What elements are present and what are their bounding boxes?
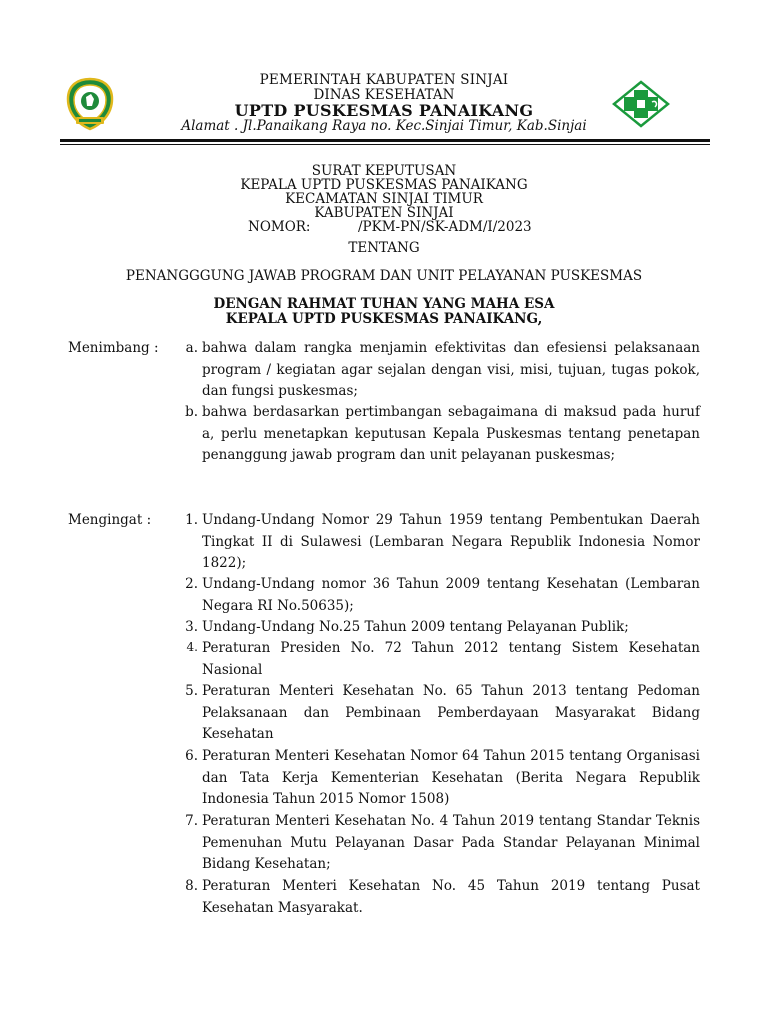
mengingat-marker-7: 7. <box>185 813 198 829</box>
doc-issuer: KEPALA UPTD PUSKESMAS PANAIKANG <box>240 177 528 193</box>
mengingat-marker-3: 3. <box>185 619 198 635</box>
mengingat-item-5: Peraturan Menteri Kesehatan No. 65 Tahun 2013 tentang Pedoman Pelaksanaan dan Pembinaan Pemberdayaan Masyarakat Bidang Kesehatan <box>202 683 700 742</box>
doc-type: SURAT KEPUTUSAN <box>311 163 457 179</box>
doc-regency: KABUPATEN SINJAI <box>314 205 454 221</box>
header-divider-thick <box>60 139 710 142</box>
doc-number <box>248 219 532 235</box>
menimbang-item-b: bahwa berdasarkan pertimbangan sebagaimana di maksud pada huruf a, perlu menetapkan keputusan Kepala Puskesmas tentang penetapan penanggung jawab program dan unit pelayanan puskesmas; <box>202 404 700 463</box>
mengingat-item-1: Undang-Undang Nomor 29 Tahun 1959 tentang Pembentukan Daerah Tingkat II di Sulawesi (Lembaran Negara Republik Indonesia Nomor 1822); <box>202 512 700 571</box>
mengingat-marker-8: 8. <box>185 878 198 894</box>
mengingat-label: Mengingat : <box>68 512 152 528</box>
preamble-line-1: DENGAN RAHMAT TUHAN YANG MAHA ESA <box>213 296 555 312</box>
puskesmas-cross-icon <box>612 80 670 128</box>
doc-number-value: /PKM-PN/SK-ADM/I/2023 <box>358 219 532 235</box>
mengingat-item-8: Peraturan Menteri Kesehatan No. 45 Tahun 2019 tentang Pusat Kesehatan Masyarakat. <box>202 878 700 916</box>
header-address: Alamat . Jl.Panaikang Raya no. Kec.Sinjai Timur, Kab.Sinjai <box>181 118 587 134</box>
mengingat-item-6: Peraturan Menteri Kesehatan Nomor 64 Tahun 2015 tentang Organisasi dan Tata Kerja Kementerian Kesehatan (Berita Negara Republik Indonesia Tahun 2015 Nomor 1508) <box>202 748 700 807</box>
menimbang-marker-b: b. <box>185 404 198 420</box>
mengingat-marker-5: 5. <box>185 683 198 699</box>
menimbang-label: Menimbang : <box>68 340 159 356</box>
doc-district: KECAMATAN SINJAI TIMUR <box>285 191 483 207</box>
mengingat-item-2: Undang-Undang nomor 36 Tahun 2009 tentang Kesehatan (Lembaran Negara RI No.50635); <box>202 576 700 614</box>
mengingat-item-7: Peraturan Menteri Kesehatan No. 4 Tahun 2019 tentang Standar Teknis Pemenuhan Mutu Pelayanan Dasar Pada Standar Pelayanan Minimal Bidang Kesehatan; <box>202 813 700 872</box>
doc-subject: PENANGGGUNG JAWAB PROGRAM DAN UNIT PELAYANAN PUSKESMAS <box>125 268 643 284</box>
header-divider-thin <box>60 144 710 145</box>
header-department: DINAS KESEHATAN <box>313 87 455 103</box>
preamble-line-2: KEPALA UPTD PUSKESMAS PANAIKANG, <box>225 311 543 327</box>
mengingat-marker-4: 4. <box>186 640 198 654</box>
menimbang-marker-a: a. <box>185 340 198 356</box>
header-government: PEMERINTAH KABUPATEN SINJAI <box>259 72 509 88</box>
mengingat-item-3: Undang-Undang No.25 Tahun 2009 tentang Pelayanan Publik; <box>202 619 629 635</box>
menimbang-item-a: bahwa dalam rangka menjamin efektivitas dan efesiensi pelaksanaan program / kegiatan agar sejalan dengan visi, misi, tujuan, tugas pokok, dan fungsi puskesmas; <box>202 340 700 399</box>
doc-number-label: NOMOR: <box>248 219 311 235</box>
mengingat-marker-1: 1. <box>185 512 198 528</box>
mengingat-marker-2: 2. <box>185 576 198 592</box>
doc-tentang: TENTANG <box>348 240 420 256</box>
mengingat-marker-6: 6. <box>185 748 198 764</box>
mengingat-item-4: Peraturan Presiden No. 72 Tahun 2012 tentang Sistem Kesehatan Nasional <box>202 640 700 678</box>
header-organization: UPTD PUSKESMAS PANAIKANG <box>234 101 534 120</box>
